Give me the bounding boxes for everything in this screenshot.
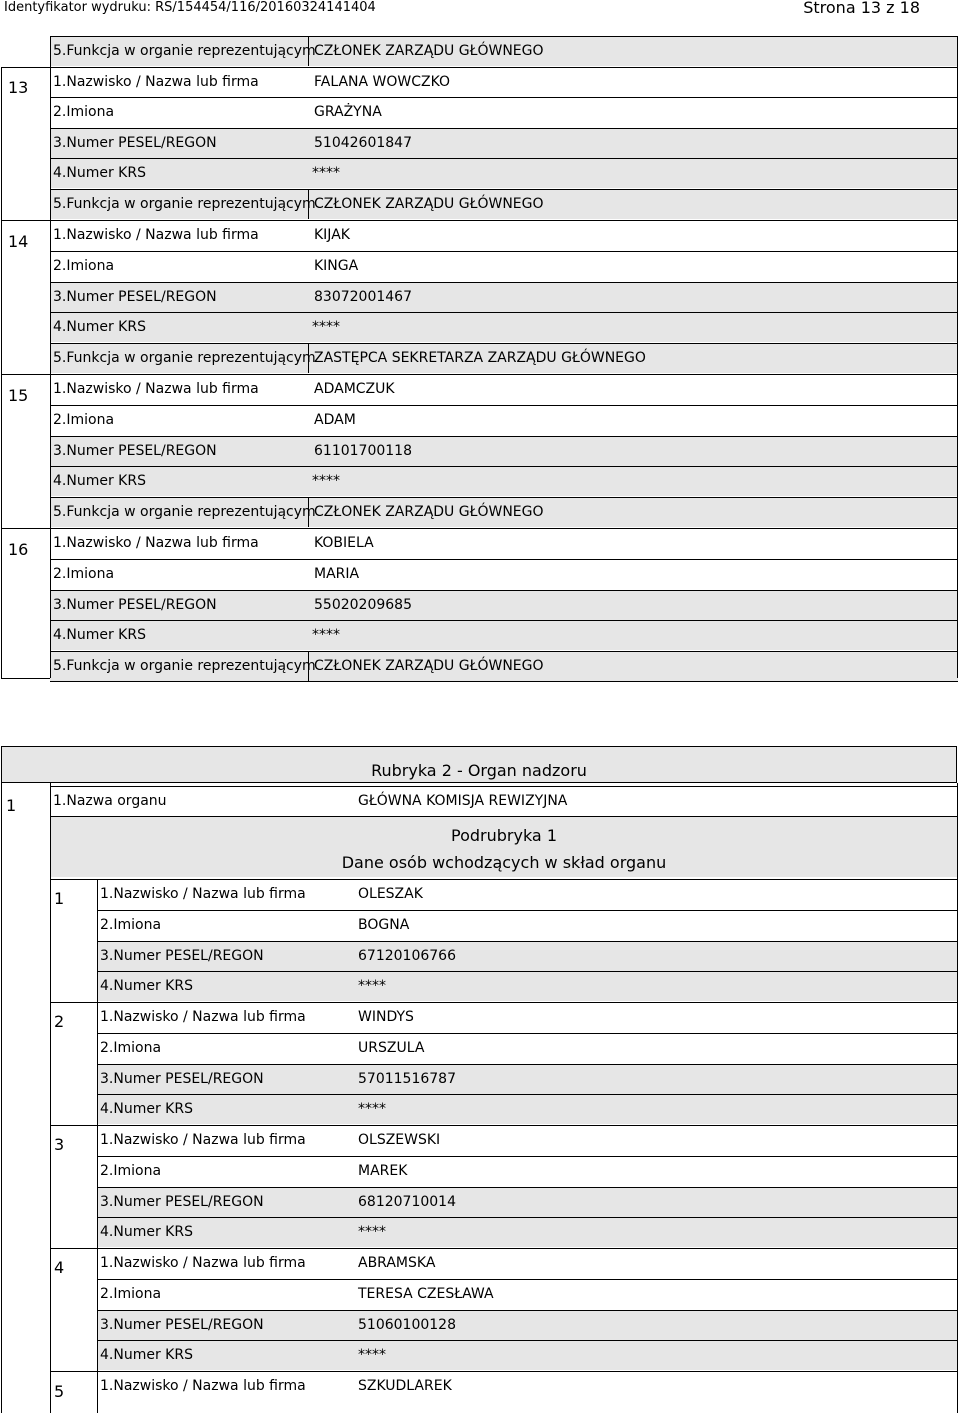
row-value: 55020209685 bbox=[314, 597, 412, 613]
row-value: GŁÓWNA KOMISJA REWIZYJNA bbox=[358, 793, 568, 809]
table-row bbox=[97, 1064, 958, 1094]
table-row bbox=[50, 651, 958, 682]
subsection-subtitle: Dane osób wchodzących w skład organu bbox=[341, 853, 667, 872]
row-label: 5.Funkcja w organie reprezentującym bbox=[53, 504, 316, 520]
table-row bbox=[50, 436, 958, 466]
member-number: 5 bbox=[54, 1382, 65, 1401]
row-label: 4.Numer KRS bbox=[53, 473, 146, 489]
table-row bbox=[97, 1340, 958, 1370]
row-label: 3.Numer PESEL/REGON bbox=[100, 1317, 264, 1333]
row-value: **** bbox=[312, 319, 340, 335]
row-value: WINDYS bbox=[358, 1009, 414, 1025]
subsection-header bbox=[50, 816, 958, 877]
row-value: URSZULA bbox=[358, 1040, 425, 1056]
row-value: 51060100128 bbox=[358, 1317, 456, 1333]
row-label: 1.Nazwisko / Nazwa lub firma bbox=[53, 74, 259, 90]
row-value: TERESA CZESŁAWA bbox=[358, 1286, 494, 1302]
row-label: 4.Numer KRS bbox=[100, 1224, 193, 1240]
table-row bbox=[50, 405, 958, 435]
row-label: 1.Nazwisko / Nazwa lub firma bbox=[100, 886, 306, 902]
row-value: **** bbox=[358, 1347, 386, 1363]
row-label: 5.Funkcja w organie reprezentującym bbox=[53, 658, 316, 674]
member-number: 4 bbox=[54, 1258, 65, 1277]
table-row bbox=[50, 620, 958, 650]
row-label: 3.Numer PESEL/REGON bbox=[53, 597, 217, 613]
row-label: 3.Numer PESEL/REGON bbox=[100, 1194, 264, 1210]
row-value: KOBIELA bbox=[314, 535, 374, 551]
row-label: 4.Numer KRS bbox=[53, 165, 146, 181]
row-value: FALANA WOWCZKO bbox=[314, 74, 451, 90]
row-label: 5.Funkcja w organie reprezentującym bbox=[53, 350, 316, 366]
table-row bbox=[50, 282, 958, 312]
table-row bbox=[97, 910, 958, 940]
row-label: 1.Nazwisko / Nazwa lub firma bbox=[100, 1009, 306, 1025]
row-label: 4.Numer KRS bbox=[100, 1347, 193, 1363]
member-number: 3 bbox=[54, 1135, 65, 1154]
row-value: CZŁONEK ZARZĄDU GŁÓWNEGO bbox=[314, 196, 544, 212]
table-row bbox=[50, 786, 958, 816]
row-label: 1.Nazwisko / Nazwa lub firma bbox=[53, 381, 259, 397]
row-label: 3.Numer PESEL/REGON bbox=[100, 948, 264, 964]
table-row bbox=[97, 1371, 958, 1401]
row-value: CZŁONEK ZARZĄDU GŁÓWNEGO bbox=[314, 43, 544, 59]
row-label: 2.Imiona bbox=[100, 1286, 162, 1302]
table-row bbox=[97, 879, 958, 909]
row-label: 2.Imiona bbox=[53, 566, 115, 582]
row-value: 57011516787 bbox=[358, 1071, 456, 1087]
row-label: 2.Imiona bbox=[100, 1040, 162, 1056]
row-label: 5.Funkcja w organie reprezentującym bbox=[53, 43, 316, 59]
table-row bbox=[97, 1248, 958, 1278]
row-value: **** bbox=[358, 1101, 386, 1117]
row-value: **** bbox=[358, 1224, 386, 1240]
row-value: **** bbox=[358, 978, 386, 994]
member-number: 1 bbox=[54, 889, 65, 908]
table-row bbox=[50, 189, 958, 219]
table-row bbox=[50, 128, 958, 158]
row-value: KIJAK bbox=[314, 227, 350, 243]
row-label: 3.Numer PESEL/REGON bbox=[100, 1071, 264, 1087]
table-row bbox=[97, 1310, 958, 1340]
table-row bbox=[97, 1094, 958, 1124]
row-value: 61101700118 bbox=[314, 443, 412, 459]
organ-number: 1 bbox=[6, 796, 17, 815]
row-value: MAREK bbox=[358, 1163, 408, 1179]
row-value: OLESZAK bbox=[358, 886, 423, 902]
row-label: 2.Imiona bbox=[100, 917, 162, 933]
table-row bbox=[50, 158, 958, 188]
table-row bbox=[50, 559, 958, 589]
row-label: 1.Nazwa organu bbox=[53, 793, 167, 809]
table-row bbox=[50, 528, 958, 558]
row-label: 1.Nazwisko / Nazwa lub firma bbox=[53, 227, 259, 243]
row-label: 1.Nazwisko / Nazwa lub firma bbox=[100, 1378, 306, 1394]
table-row bbox=[50, 97, 958, 127]
row-value: ABRAMSKA bbox=[358, 1255, 436, 1271]
table-row bbox=[50, 374, 958, 404]
row-value: SZKUDLAREK bbox=[358, 1378, 452, 1394]
table-row bbox=[97, 1156, 958, 1186]
row-label: 3.Numer PESEL/REGON bbox=[53, 135, 217, 151]
table-row bbox=[97, 1002, 958, 1032]
row-value: GRAŻYNA bbox=[314, 104, 382, 120]
table-row bbox=[97, 1125, 958, 1155]
row-value: CZŁONEK ZARZĄDU GŁÓWNEGO bbox=[314, 658, 544, 674]
table-row bbox=[50, 343, 958, 373]
member-number: 2 bbox=[54, 1012, 65, 1031]
section-title: Rubryka 2 - Organ nadzoru bbox=[1, 746, 957, 783]
row-label: 4.Numer KRS bbox=[100, 1101, 193, 1117]
print-header bbox=[0, 0, 960, 20]
row-value: ZASTĘPCA SEKRETARZA ZARZĄDU GŁÓWNEGO bbox=[314, 350, 646, 366]
row-label: 3.Numer PESEL/REGON bbox=[53, 443, 217, 459]
table-row bbox=[97, 1217, 958, 1247]
row-label: 2.Imiona bbox=[100, 1163, 162, 1179]
row-value: CZŁONEK ZARZĄDU GŁÓWNEGO bbox=[314, 504, 544, 520]
row-label: 1.Nazwisko / Nazwa lub firma bbox=[100, 1132, 306, 1148]
row-label: 2.Imiona bbox=[53, 412, 115, 428]
table-row bbox=[50, 497, 958, 527]
page-number: Strona 13 z 18 bbox=[803, 0, 920, 17]
row-label: 2.Imiona bbox=[53, 104, 115, 120]
row-value: 83072001467 bbox=[314, 289, 412, 305]
person-number: 14 bbox=[8, 232, 29, 251]
row-value: ADAM bbox=[314, 412, 356, 428]
table-row bbox=[50, 312, 958, 342]
row-label: 1.Nazwisko / Nazwa lub firma bbox=[100, 1255, 306, 1271]
table-row bbox=[50, 251, 958, 281]
table-row bbox=[50, 220, 958, 250]
table-row bbox=[97, 971, 958, 1001]
table-row bbox=[97, 941, 958, 971]
table-row bbox=[97, 1187, 958, 1217]
row-value: 68120710014 bbox=[358, 1194, 456, 1210]
row-label: 2.Imiona bbox=[53, 258, 115, 274]
table-row bbox=[97, 1033, 958, 1063]
row-label: 4.Numer KRS bbox=[53, 319, 146, 335]
row-label: 4.Numer KRS bbox=[100, 978, 193, 994]
table-row bbox=[97, 1279, 958, 1309]
table-row bbox=[50, 36, 958, 66]
row-value: 67120106766 bbox=[358, 948, 456, 964]
table-row bbox=[50, 466, 958, 496]
row-value: MARIA bbox=[314, 566, 360, 582]
row-value: **** bbox=[312, 627, 340, 643]
row-value: OLSZEWSKI bbox=[358, 1132, 441, 1148]
table-row bbox=[50, 67, 958, 97]
row-value: **** bbox=[312, 473, 340, 489]
row-label: 5.Funkcja w organie reprezentującym bbox=[53, 196, 316, 212]
table-row bbox=[50, 590, 958, 620]
subsection-title: Podrubryka 1 bbox=[451, 826, 557, 845]
row-value: **** bbox=[312, 165, 340, 181]
person-number: 13 bbox=[8, 78, 29, 97]
row-label: 1.Nazwisko / Nazwa lub firma bbox=[53, 535, 259, 551]
row-value: 51042601847 bbox=[314, 135, 412, 151]
row-value: KINGA bbox=[314, 258, 359, 274]
row-value: BOGNA bbox=[358, 917, 410, 933]
row-label: 4.Numer KRS bbox=[53, 627, 146, 643]
person-number: 16 bbox=[8, 540, 29, 559]
person-number: 15 bbox=[8, 386, 29, 405]
print-identifier: Identyfikator wydruku: RS/154454/116/20160324141404 bbox=[4, 0, 376, 15]
row-label: 3.Numer PESEL/REGON bbox=[53, 289, 217, 305]
row-value: ADAMCZUK bbox=[314, 381, 395, 397]
